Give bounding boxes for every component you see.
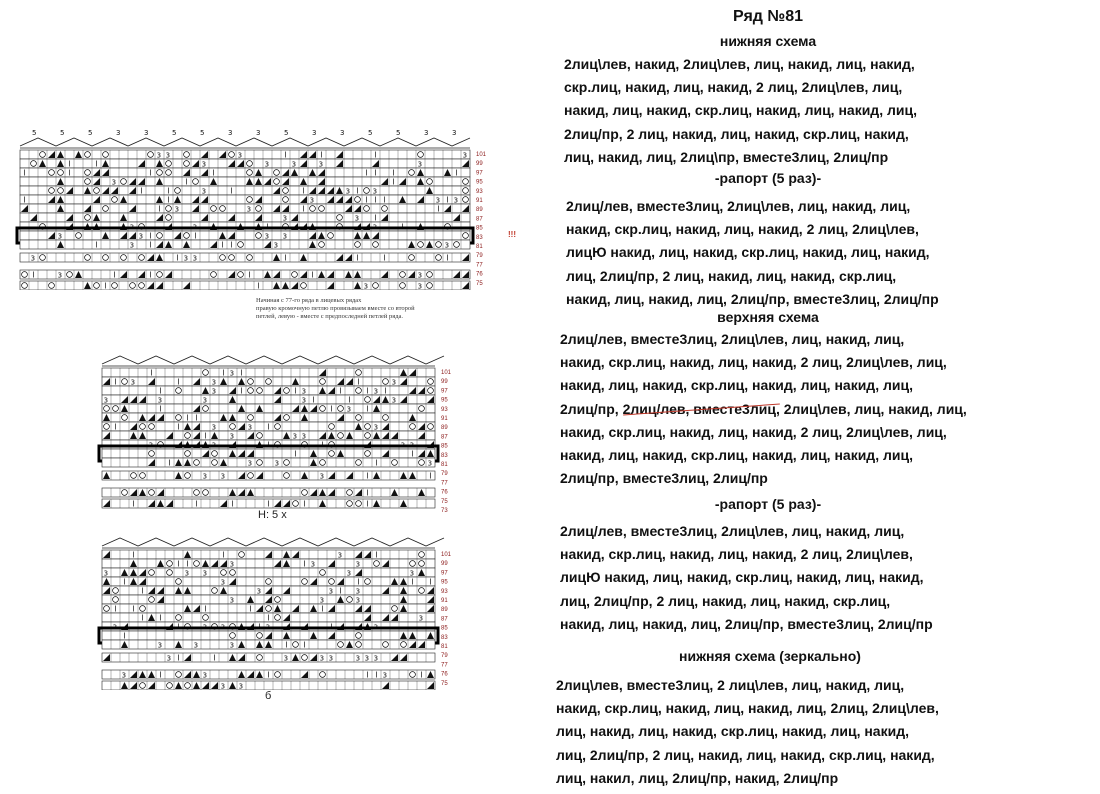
- stitch-number: 3: [184, 569, 190, 578]
- caption-line: петлей, левую - вместе с предпоследней петлей ряда.: [256, 313, 404, 320]
- paragraph-mirror: [556, 674, 939, 790]
- stitch-number: 3: [264, 160, 270, 169]
- stitch-number: 3: [211, 423, 217, 432]
- repeat-mark: 5: [172, 129, 177, 137]
- row-number: 73: [441, 508, 448, 512]
- stitch-number: 3: [246, 205, 252, 214]
- paragraph-upper: [560, 328, 967, 490]
- stitch-number: 3: [373, 654, 379, 663]
- text-line: накид, лиц, накид, скр.лиц, накид, лиц, накид, лиц,: [564, 102, 917, 119]
- stitch-number: 3: [274, 459, 280, 468]
- stitch-number: 3: [373, 623, 379, 632]
- stitch-number: 3: [229, 641, 235, 650]
- stitch-number: 3: [301, 396, 307, 405]
- text-line: лиц, накид, лиц, 2лиц\пр, вместе3лиц, 2лиц/пр: [564, 148, 889, 165]
- stitch-number: 3: [238, 682, 244, 690]
- chart-middle-grid: [90, 340, 475, 512]
- text-line: накид, лиц, накид, лиц, 2лиц/пр, вместе3лиц, 2лиц/пр: [560, 615, 933, 632]
- row-number: 91: [441, 416, 448, 422]
- row-number: 97: [441, 570, 448, 577]
- row-number: 89: [476, 207, 483, 214]
- row-number: 75: [476, 280, 483, 287]
- stitch-number: 3: [112, 623, 118, 632]
- stitch-number: 3: [211, 378, 217, 387]
- stitch-number: 3: [148, 441, 154, 450]
- stitch-number: 3: [409, 441, 415, 450]
- row-number: 77: [441, 662, 448, 669]
- chart-row: [102, 368, 435, 377]
- rapport-heading: -рапорт (5 раз)-: [714, 170, 822, 186]
- paragraph-rapport: [566, 195, 939, 311]
- row-number: 81: [441, 644, 448, 650]
- stitch-number: 3: [264, 232, 270, 241]
- stitch-number: 3: [364, 654, 370, 663]
- row-number: 87: [441, 616, 448, 623]
- row-number: 91: [476, 198, 483, 204]
- text-line: 2лиц/лев, вместе3лиц, 2лиц\лев, лиц, накид, лиц,: [560, 331, 905, 347]
- text-line: накид, лиц, накид, скр.лиц, накид, лиц, накид, лиц,: [560, 377, 913, 394]
- stitch-number: 3: [319, 654, 325, 663]
- row-number: 93: [441, 588, 448, 595]
- stitch-number: 3: [57, 232, 63, 241]
- stitch-number: 3: [202, 396, 208, 405]
- row-number: 85: [476, 225, 483, 232]
- row-number: 83: [441, 452, 448, 459]
- stitch-number: 3: [256, 587, 262, 596]
- row-number: 77: [476, 262, 483, 269]
- text-line: накид, скр.лиц, накид, лиц, накид, 2 лиц, 2лиц\лев,: [560, 546, 913, 563]
- stitch-number: 3: [310, 560, 316, 569]
- row-number: 75: [441, 498, 448, 505]
- stitch-number: 3: [291, 160, 297, 169]
- stitch-number: 3: [328, 587, 334, 596]
- heading-upper-scheme: верхняя схема: [717, 309, 819, 325]
- stitch-number: 3: [309, 196, 315, 205]
- stitch-number: 3: [382, 671, 388, 680]
- stitch-number: 3: [183, 254, 189, 263]
- stitch-number: 3: [157, 396, 163, 405]
- text-line: 2лиц\лев, вместе3лиц, 2 лиц\лев, лиц, накид, лиц,: [556, 677, 905, 693]
- stitch-number: 3: [391, 396, 397, 405]
- stitch-number: 3: [265, 623, 271, 632]
- chart-crown: [20, 138, 470, 146]
- stitch-number: 3: [319, 596, 325, 605]
- text-line: лиц, накил, лиц, 2лиц/пр, накид, 2лиц/пр: [556, 769, 839, 786]
- stitch-number: 3: [318, 160, 324, 169]
- row-number: 91: [441, 598, 448, 604]
- row-number: 95: [441, 579, 448, 586]
- text-line: лицЮ накид, лиц, накид, скр.лиц, накид, лиц, накид,: [560, 569, 924, 586]
- rapport-heading: -рапорт (5 раз)-: [714, 496, 822, 512]
- chart-crown: [102, 538, 444, 546]
- repeat-mark: 3: [144, 129, 149, 137]
- stitch-number: 3: [346, 405, 352, 414]
- stitch-number: 3: [103, 396, 109, 405]
- row-number: 95: [476, 179, 483, 186]
- text-line: лицЮ накид, лиц, накид, скр.лиц, накид, лиц, накид,: [566, 244, 930, 261]
- stitch-number: 3: [229, 560, 235, 569]
- repeat-mark: 5: [200, 129, 205, 137]
- stitch-number: 3: [220, 472, 226, 481]
- stitch-number: 3: [400, 441, 406, 450]
- stitch-number: 3: [427, 459, 433, 468]
- stitch-number: 3: [247, 459, 253, 468]
- text-line: 2лиц\лев, накид, 2лиц\лев, лиц, накид, лиц, накид,: [564, 56, 915, 72]
- repeat-mark: 3: [340, 129, 345, 137]
- chart-top: [8, 124, 528, 290]
- stitch-number: 3: [355, 587, 361, 596]
- repeat-mark: 3: [116, 129, 121, 137]
- row-number: 81: [441, 462, 448, 468]
- stitch-number: 3: [354, 214, 360, 223]
- row-number: 87: [441, 434, 448, 441]
- stitch-number: 3: [229, 369, 235, 378]
- row-number: 97: [441, 388, 448, 395]
- stitch-number: 3: [391, 378, 397, 387]
- row-number: 77: [441, 480, 448, 487]
- row-number: 101: [441, 552, 452, 558]
- stitch-number: 3: [462, 151, 468, 160]
- row-number: 79: [476, 253, 483, 260]
- stitch-number: 3: [193, 641, 199, 650]
- text-line: накид, скр.лиц, накид, лиц, накид, 2 лиц, 2лиц\лев,: [566, 221, 919, 238]
- stitch-number: 3: [355, 560, 361, 569]
- chart-top-grid: [8, 124, 528, 290]
- row-number: 76: [476, 271, 483, 278]
- chart-crown: [102, 356, 444, 364]
- stitch-number: 3: [372, 223, 378, 232]
- repeat-mark: 5: [284, 129, 289, 137]
- stitch-number: 3: [192, 254, 198, 263]
- repeat-mark: 5: [32, 129, 37, 137]
- caption-line: правую кромочную петлю провязываем вместе со второй: [256, 305, 415, 312]
- stitch-number: 3: [355, 654, 361, 663]
- stitch-number: 3: [220, 623, 226, 632]
- row-number: 87: [476, 216, 483, 223]
- row-number: 101: [476, 152, 487, 158]
- row-number: 93: [441, 406, 448, 413]
- stitch-number: 3: [202, 569, 208, 578]
- stitch-number: 3: [202, 472, 208, 481]
- stitch-number: 3: [129, 223, 135, 232]
- struck-out-text: 2лиц/лев, вместе3лиц,: [622, 400, 780, 417]
- text-line: накид, скр.лиц, накид, лиц, накид, лиц, 2лиц, 2лиц\лев,: [556, 700, 939, 717]
- stitch-number: 3: [202, 671, 208, 680]
- stitch-number: 3: [282, 214, 288, 223]
- text-line: лиц, накид, лиц, накид, скр.лиц, накид, лиц, накид,: [556, 723, 909, 740]
- stitch-number: 3: [273, 241, 279, 250]
- text-line: лиц, 2лиц/пр, 2 лиц, накид, лиц, накид, скр.лиц, накид,: [556, 746, 935, 763]
- row-number: 83: [441, 634, 448, 641]
- stitch-number: 3: [156, 151, 162, 160]
- paragraph-rapport-2: [560, 520, 933, 636]
- stitch-number: 3: [417, 282, 423, 290]
- stitch-number: 3: [346, 569, 352, 578]
- text-line: 2лиц/пр, 2 лиц, накид, лиц, накид, скр.лиц, накид,: [564, 125, 909, 142]
- row-number: 85: [441, 443, 448, 450]
- chart-row: [102, 386, 435, 395]
- row-number: 89: [441, 607, 448, 614]
- chart-middle-label: Н: 5 х: [258, 509, 287, 521]
- repeat-mark: 5: [88, 129, 93, 137]
- stitch-number: 3: [192, 223, 198, 232]
- page-title: Ряд №81: [732, 8, 804, 25]
- chart-row: [102, 653, 435, 662]
- text-line: лиц, 2лиц/пр, 2 лиц, накид, лиц, накид, скр.лиц,: [560, 592, 891, 609]
- row-number: 101: [441, 370, 452, 376]
- row-number: 75: [441, 680, 448, 687]
- text-line: накид, лиц, накид, лиц, 2лиц/пр, вместе3лиц, 2лиц/пр: [566, 290, 939, 307]
- text-line: 2лиц/лев, вместе3лиц, 2лиц\лев, лиц, накид, лиц,: [560, 523, 905, 539]
- stitch-number: 3: [201, 187, 207, 196]
- stitch-number: 3: [247, 423, 253, 432]
- stitch-number: 3: [435, 196, 441, 205]
- row-number: 76: [441, 671, 448, 678]
- stitch-number: 3: [138, 232, 144, 241]
- repeat-mark: 3: [424, 129, 429, 137]
- stitch-number: 3: [229, 596, 235, 605]
- stitch-number: 3: [453, 196, 459, 205]
- chart-caption: [256, 297, 486, 321]
- stitch-number: 3: [57, 271, 63, 280]
- row-number: 99: [476, 161, 483, 168]
- stitch-number: 3: [328, 654, 334, 663]
- repeat-mark: 3: [228, 129, 233, 137]
- heading-lower-scheme: нижняя схема: [719, 33, 817, 49]
- text-line: скр.лиц, накид, лиц, накид, 2 лиц, 2лиц\лев, лиц,: [564, 79, 903, 96]
- chart-row: [102, 404, 435, 413]
- text-line-with-correction: [560, 398, 967, 421]
- row-number: 79: [441, 471, 448, 478]
- stitch-number: 3: [417, 271, 423, 280]
- text-line: накид, скр.лиц, накид, лиц, накид, 2 лиц, 2лиц\лев, лиц,: [560, 423, 947, 440]
- row-number: 85: [441, 625, 448, 632]
- stitch-number: 3: [129, 241, 135, 250]
- stitch-number: 3: [319, 472, 325, 481]
- repeat-mark: 3: [452, 129, 457, 137]
- paragraph-lower: [564, 53, 917, 169]
- stitch-number: 3: [363, 282, 369, 290]
- stitch-number: 3: [130, 378, 136, 387]
- chart-middle: [90, 340, 475, 512]
- text-fragment: 2лиц/пр,: [560, 400, 623, 417]
- stitch-number: 3: [355, 596, 361, 605]
- stitch-number: 3: [237, 151, 243, 160]
- row-number: 95: [441, 397, 448, 404]
- stitch-number: 3: [417, 160, 423, 169]
- stitch-number: 3: [418, 614, 424, 623]
- stitch-number: 3: [202, 623, 208, 632]
- stitch-number: 3: [166, 654, 172, 663]
- text-line: 2лиц/пр, вместе3лиц, 2лиц/пр: [560, 470, 768, 487]
- repeat-mark: 5: [396, 129, 401, 137]
- stitch-number: 3: [103, 569, 109, 578]
- stitch-number: 3: [283, 654, 289, 663]
- stitch-number: 3: [201, 160, 207, 169]
- stitch-number: 3: [211, 441, 217, 450]
- text-line: накид, лиц, накид, скр.лиц, накид, лиц, накид, лиц,: [560, 446, 913, 463]
- chart-row: [102, 471, 435, 480]
- repeat-mark: 5: [368, 129, 373, 137]
- repeat-mark: 3: [312, 129, 317, 137]
- stitch-number: 3: [301, 387, 307, 396]
- stitch-number: 3: [372, 187, 378, 196]
- chart-bottom-grid: [90, 522, 475, 690]
- chart-bottom-label: б: [265, 690, 272, 702]
- row-number: 89: [441, 425, 448, 432]
- text-line: лиц, 2лиц/пр, 2 лиц, накид, лиц, накид, скр.лиц,: [566, 267, 897, 284]
- stitch-number: 3: [30, 254, 36, 263]
- stitch-number: 3: [157, 641, 163, 650]
- stitch-number: 3: [444, 241, 450, 250]
- stitch-number: 3: [211, 387, 217, 396]
- stitch-number: 3: [373, 387, 379, 396]
- attention-mark: !!!: [508, 230, 516, 239]
- repeat-mark: 5: [60, 129, 65, 137]
- stitch-number: 3: [282, 232, 288, 241]
- heading-mirror-scheme: нижняя схема (зеркально): [679, 648, 861, 664]
- row-number: 83: [476, 234, 483, 241]
- row-number: 99: [441, 379, 448, 386]
- row-number: 99: [441, 561, 448, 568]
- row-number: 93: [476, 188, 483, 195]
- stitch-number: 3: [111, 178, 117, 187]
- row-number: 81: [476, 244, 483, 250]
- stitch-number: 3: [301, 432, 307, 441]
- text-fragment: 2лиц\лев, лиц, накид, лиц,: [779, 400, 967, 417]
- text-line: 2лиц/лев, вместе3лиц, 2лиц\лев, лиц, накид, лиц,: [566, 198, 911, 214]
- stitch-number: 3: [337, 551, 343, 560]
- stitch-number: 3: [220, 682, 226, 690]
- stitch-number: 3: [165, 151, 171, 160]
- text-line: накид, скр.лиц, накид, лиц, накид, 2 лиц, 2лиц\лев, лиц,: [560, 354, 947, 371]
- row-number: 76: [441, 489, 448, 496]
- stitch-number: 3: [292, 432, 298, 441]
- caption-line: Начиная с 77-го ряда в лицевых рядах: [256, 297, 362, 304]
- row-number: 97: [476, 170, 483, 177]
- stitch-number: 3: [220, 578, 226, 587]
- repeat-mark: 3: [256, 129, 261, 137]
- row-number: 79: [441, 653, 448, 660]
- stitch-number: 3: [229, 432, 235, 441]
- stitch-number: 3: [174, 205, 180, 214]
- stitch-number: 3: [409, 569, 415, 578]
- stitch-number: 3: [121, 671, 127, 680]
- stitch-number: 3: [373, 423, 379, 432]
- stitch-number: 3: [345, 187, 351, 196]
- chart-bottom: [90, 522, 475, 690]
